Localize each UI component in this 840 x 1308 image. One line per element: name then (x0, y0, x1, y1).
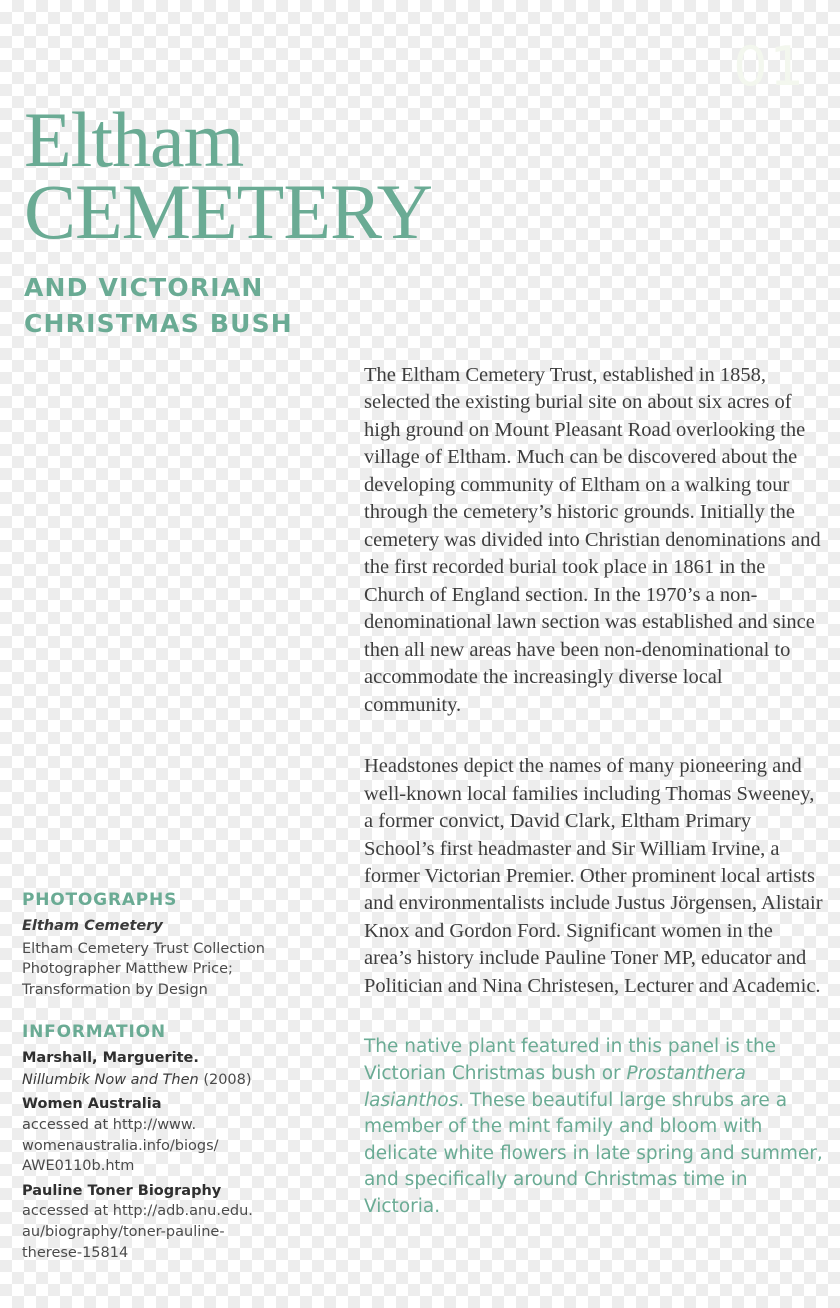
photographs-credit-line: Photographer Matthew Price; (22, 961, 233, 978)
page-subtitle: AND VICTORIAN CHRISTMAS BUSH (24, 272, 293, 338)
information-heading: INFORMATION (22, 1022, 166, 1043)
reference-author: Pauline Toner Biography (22, 1182, 222, 1199)
panel-number: 01 (733, 35, 806, 98)
reference-year: (2008) (198, 1071, 252, 1088)
plant-species-name: Prostanthera lasianthos (364, 1062, 746, 1111)
reference-detail-line: accessed at http://adb.anu.edu. (22, 1203, 253, 1220)
reference-detail-line: AWE0110b.htm (22, 1158, 135, 1175)
photographs-credit-line: Eltham Cemetery Trust Collection (22, 940, 265, 957)
reference-author: Marshall, Marguerite. (22, 1050, 199, 1067)
reference-item (22, 1094, 302, 1176)
credits-block (22, 890, 302, 1267)
photographs-title: Eltham Cemetery (22, 918, 163, 934)
reference-detail-line: au/biography/toner-pauline- (22, 1223, 225, 1240)
reference-work-line (22, 1069, 302, 1091)
body-paragraph-1: The Eltham Cemetery Trust, established in 1858, selected the existing burial site on about six acres of high ground on Mount Pleasant Road overlooking the village of Eltham. Much can be discovered about the developing community of Eltham on a walking tour through the cemetery’s historic grounds. Initially the cemetery was divided into Christian denominations and the first recorded burial took place in 1861 in the Church of England section. In the 1970’s a non-denominational lawn section was established and since then all new areas have been non-denominational to accommodate the increasingly diverse local community. (364, 364, 821, 716)
plant-text-part-2: . These beautiful large shrubs are a member of the mint family and bloom with delicate white flowers in late spring and summer, and specifically around Christmas time in Victoria. (364, 1089, 823, 1218)
reference-item (22, 1181, 302, 1263)
reference-detail-line: womenaustralia.info/biogs/ (22, 1137, 219, 1154)
photographs-heading: PHOTOGRAPHS (22, 890, 178, 910)
body-column (364, 362, 824, 1255)
reference-detail-line: accessed at http://www. (22, 1117, 197, 1134)
reference-detail-line: therese-15814 (22, 1244, 129, 1261)
reference-work: Nillumbik Now and Then (22, 1071, 199, 1088)
reference-author: Women Australia (22, 1096, 162, 1113)
plant-text-part-1: The native plant featured in this panel is the Victorian Christmas bush or (364, 1036, 777, 1084)
body-paragraph-2: Headstones depict the names of many pioneering and well-known local families including Thomas Sweeney, a former convict, David Clark, Eltham Primary School’s first headmaster and Sir William Irvine, a former Victorian Premier. Other prominent local artists and environmentalists include Justus Jörgensen, Alistair Knox and Gordon Ford. Significant women in the area’s history include Pauline Toner MP, educator and Politician and Nina Christesen, Lecturer and Academic. (364, 755, 823, 997)
reference-item (22, 1048, 302, 1090)
title-block (24, 96, 484, 342)
photographs-credit-line: Transformation by Design (22, 981, 208, 998)
body-paragraph-3 (364, 1034, 824, 1220)
page-title-line-2: CEMETERY (24, 167, 433, 255)
page-title-line-1: Eltham (24, 96, 244, 183)
